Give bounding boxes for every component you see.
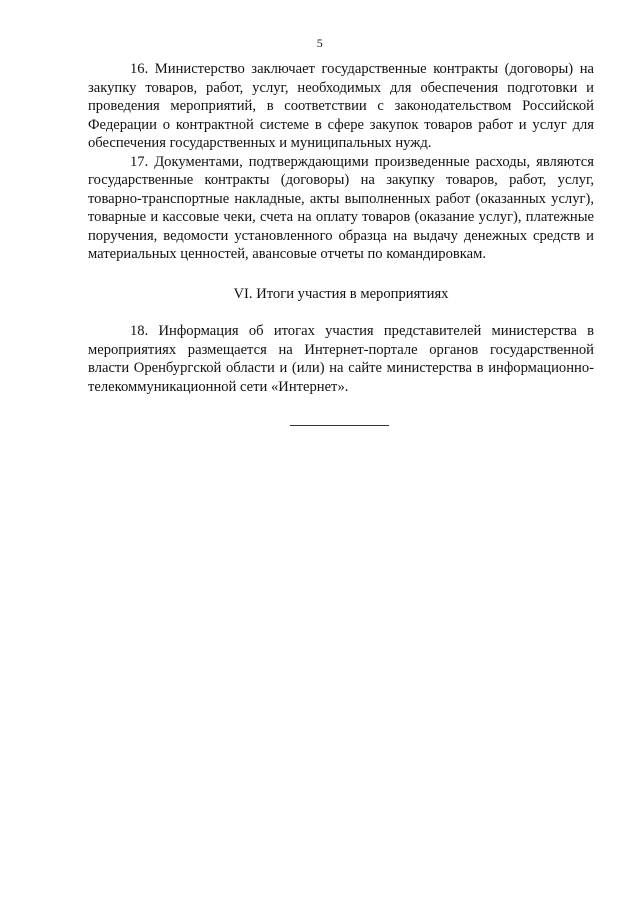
page-number: 5 (316, 36, 324, 50)
section-title: VI. Итоги участия в мероприятиях (233, 285, 449, 302)
paragraph-17: 17. Документами, подтверждающими произведенные расходы, являются государственные контракты (договоры) на закупку товаров, работ, услуг, товарно-транспортные накладные, акты выполненных работ (оказанных услуг), товарные и кассовые чеки, счета на оплату товаров (оказание услуг), платежные поручения, ведомости установленного образца на выдачу денежных средств и материальных ценностей, авансовые отчеты по командировкам. (88, 153, 594, 262)
paragraph-16: 16. Министерство заключает государственные контракты (договоры) на закупку товаров, работ, услуг, необходимых для обеспечения подготовки и проведения мероприятий, в соответствии с законодательством Российской Федерации о контрактной системе в сфере закупок товаров работ и услуг для обеспечения государственных и муниципальных нужд. (88, 61, 594, 151)
end-of-document-rule (290, 425, 389, 426)
document-body (88, 60, 594, 396)
paragraph-18: 18. Информация об итогах участия представителей министерства в мероприятиях размещается на Интернет-портале органов государственной власти Оренбургской области и (или) на сайте министерства в информационно-телекоммуникационной сети «Интернет». (88, 323, 594, 395)
